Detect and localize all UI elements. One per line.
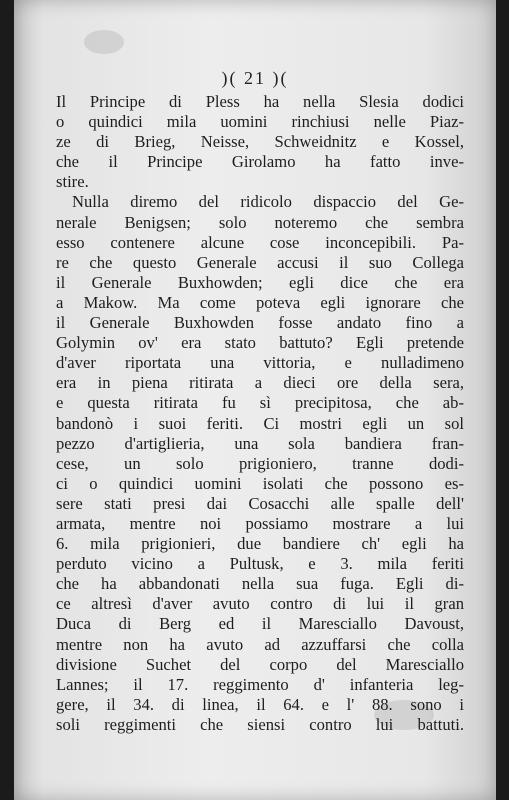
text-line: a Makow. Ma come poteva egli ignorare che <box>56 292 464 312</box>
text-line: divisione Suchet del corpo del Maresciallo <box>56 654 464 674</box>
paper-stain <box>84 30 124 54</box>
text-line: perduto vicino a Pultusk, e 3. mila feriti <box>56 554 464 574</box>
text-line: e questa ritirata fu sì precipitosa, che ab- <box>56 393 464 413</box>
text-line: ci o quindici uomini isolati che possono es- <box>56 473 464 493</box>
text-line: mentre non ha avuto ad azzuffarsi che colla <box>56 634 464 654</box>
page-number: )( 21 )( <box>221 68 289 88</box>
text-line: pezzo d'artiglieria, una sola bandiera fran- <box>56 433 464 453</box>
text-line: Il Principe di Pless ha nella Slesia dodici <box>56 92 464 111</box>
text-line: il Generale Buxhowden fosse andato fino a <box>56 313 464 333</box>
text-line: bandonò i suoi feriti. Ci mostri egli un sol <box>56 413 464 433</box>
text-line: soli reggimenti che siensi contro lui battuti. <box>56 714 464 734</box>
text-line: nerale Benigsen; solo noteremo che sembra <box>56 212 464 232</box>
book-page <box>14 0 496 800</box>
text-line: era in piena ritirata a dieci ore della sera, <box>56 373 464 393</box>
text-line: ce altresì d'aver avuto contro di lui il gran <box>56 594 464 614</box>
text-line: esso contenere alcune cose inconcepibili. Pa- <box>56 232 464 252</box>
text-line: stire. <box>56 172 89 192</box>
text-line: che il Principe Girolamo ha fatto inve- <box>56 152 464 172</box>
text-line: armata, mentre noi possiamo mostrare a lui <box>56 513 464 533</box>
text-line: ze di Brieg, Neisse, Schweidnitz e Kossel, <box>56 132 464 152</box>
text-line: Lannes; il 17. reggimento d' infanteria leg- <box>56 674 464 694</box>
body-text <box>56 92 464 735</box>
text-line: 6. mila prigionieri, due bandiere ch' egli ha <box>56 534 464 554</box>
text-line: d'aver riportata una vittoria, e nulladimeno <box>56 353 464 373</box>
text-line: o quindici mila uomini rinchiusi nelle Piaz- <box>56 112 464 132</box>
text-line: gere, il 34. di linea, il 64. e l' 88. sono i <box>56 694 464 714</box>
text-line: sere stati presi dai Cosacchi alle spalle dell' <box>56 493 464 513</box>
text-line: re che questo Generale accusi il suo Collega <box>56 252 464 272</box>
text-line: Nulla diremo del ridicolo dispaccio del Ge- <box>72 192 464 212</box>
text-line: cese, un solo prigioniero, tranne dodi- <box>56 453 464 473</box>
text-line: Duca di Berg ed il Maresciallo Davoust, <box>56 614 464 634</box>
text-line: il Generale Buxhowden; egli dice che era <box>56 272 464 292</box>
text-line: che ha abbandonati nella sua fuga. Egli di- <box>56 574 464 594</box>
text-line: Golymin ov' era stato battuto? Egli pretende <box>56 333 464 353</box>
